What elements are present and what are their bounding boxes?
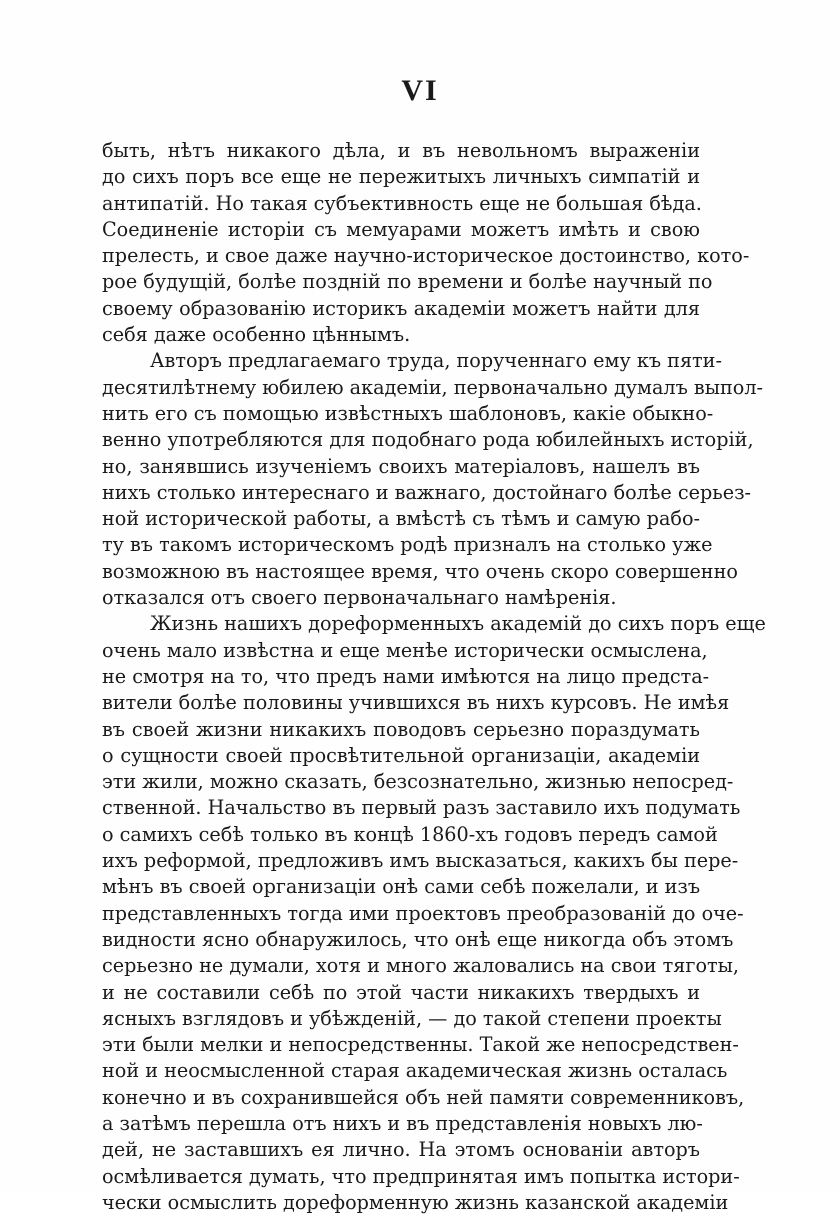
- text-line: представленныхъ тогда ими проектовъ преобразованій до оче-: [102, 901, 744, 925]
- text-line: вители болѣе половины учившихся въ нихъ курсовъ. Не имѣя: [102, 691, 730, 715]
- text-line: Соединеніе исторіи съ мемуарами можетъ имѣть и свою: [102, 217, 700, 241]
- text-line: не смотря на то, что предъ нами имѣются на лицо предста-: [102, 664, 710, 688]
- text-line: ственной. Начальство въ первый разъ заставило ихъ подумать: [102, 796, 741, 820]
- paragraph-author-intent: [102, 348, 763, 611]
- text-line: видности ясно обнаружилось, что онѣ еще никогда объ этомъ: [102, 927, 734, 951]
- text-line: серьезно не думали, хотя и много жаловались на свои тяготы,: [102, 954, 739, 978]
- text-line: отказался отъ своего первоначальнаго намѣренія.: [102, 586, 617, 610]
- text-line: а затѣмъ перешла отъ нихъ и въ представленія новыхъ лю-: [102, 1111, 703, 1135]
- paragraph-academy-life: [102, 611, 766, 1216]
- text-line: ной исторической работы, а вмѣстѣ съ тѣмъ и самую рабо-: [102, 507, 700, 531]
- text-line: очень мало извѣстна и еще менѣе исторически осмыслена,: [102, 638, 708, 662]
- text-line: эти были мелки и непосредственны. Такой же непосредствен-: [102, 1033, 739, 1057]
- paragraph-continuation: [102, 138, 750, 348]
- text-line: мѣнъ въ своей организаціи онѣ сами себѣ пожелали, и изъ: [102, 875, 701, 899]
- text-line: Авторъ предлагаемаго труда, порученнаго ему къ пяти-: [150, 349, 722, 373]
- text-line: венно употребляются для подобнаго рода юбилейныхъ исторій,: [102, 428, 754, 452]
- text-line: Жизнь нашихъ дореформенныхъ академій до сихъ поръ еще: [150, 612, 766, 636]
- text-line: своему образованію историкъ академіи можетъ найти для: [102, 296, 700, 320]
- text-line: рое будущій, болѣе поздній по времени и болѣе научный по: [102, 270, 713, 294]
- text-line: ихъ реформой, предложивъ имъ высказаться, какихъ бы пере-: [102, 849, 739, 873]
- body-text: [102, 138, 766, 1216]
- text-line: десятилѣтнему юбилею академіи, первоначально думалъ выпол-: [102, 375, 763, 399]
- text-line: ной и неосмысленной старая академическая жизнь осталась: [102, 1059, 728, 1083]
- text-line: нить его съ помощью извѣстныхъ шаблоновъ, какіе обыкно-: [102, 401, 714, 425]
- text-line: нихъ столько интереснаго и важнаго, достойнаго болѣе серьез-: [102, 480, 752, 504]
- text-line: ясныхъ взглядовъ и убѣжденій, — до такой степени проекты: [102, 1006, 722, 1030]
- text-line: въ своей жизни никакихъ поводовъ серьезно пораздумать: [102, 717, 700, 741]
- text-line: о сущности своей просвѣтительной организаціи, академіи: [102, 743, 700, 767]
- text-line: дей, не заставшихъ ея лично. На этомъ основаніи авторъ: [102, 1138, 700, 1162]
- text-line: конечно и въ сохранившейся объ ней памяти современниковъ,: [102, 1085, 745, 1109]
- text-line: возможною въ настоящее время, что очень скоро совершенно: [102, 559, 738, 583]
- page-number: VI: [401, 74, 439, 107]
- text-line: о самихъ себѣ только въ концѣ 1860-хъ годовъ передъ самой: [102, 822, 718, 846]
- text-line: осмѣливается думать, что предпринятая имъ попытка истори-: [102, 1164, 740, 1188]
- text-line: ту въ такомъ историческомъ родѣ призналъ на столько уже: [102, 533, 713, 557]
- text-line: себя даже особенно цѣннымъ.: [102, 323, 411, 347]
- text-line: чески осмыслить дореформенную жизнь казанской академіи: [102, 1190, 729, 1214]
- text-line: прелесть, и свое даже научно-историческое достоинство, кото-: [102, 244, 750, 268]
- text-line: до сихъ поръ все еще не пережитыхъ личныхъ симпатій и: [102, 165, 700, 189]
- text-line: антипатій. Но такая субъективность еще не большая бѣда.: [102, 191, 702, 215]
- text-line: быть, нѣтъ никакого дѣла, и въ невольномъ выраженіи: [102, 139, 700, 162]
- text-line: эти жили, можно сказать, безсознательно, жизнью непосред-: [102, 770, 734, 794]
- text-line: но, занявшись изученіемъ своихъ матеріаловъ, нашелъ въ: [102, 454, 700, 478]
- text-line: и не составили себѣ по этой части никакихъ твердыхъ и: [102, 980, 700, 1004]
